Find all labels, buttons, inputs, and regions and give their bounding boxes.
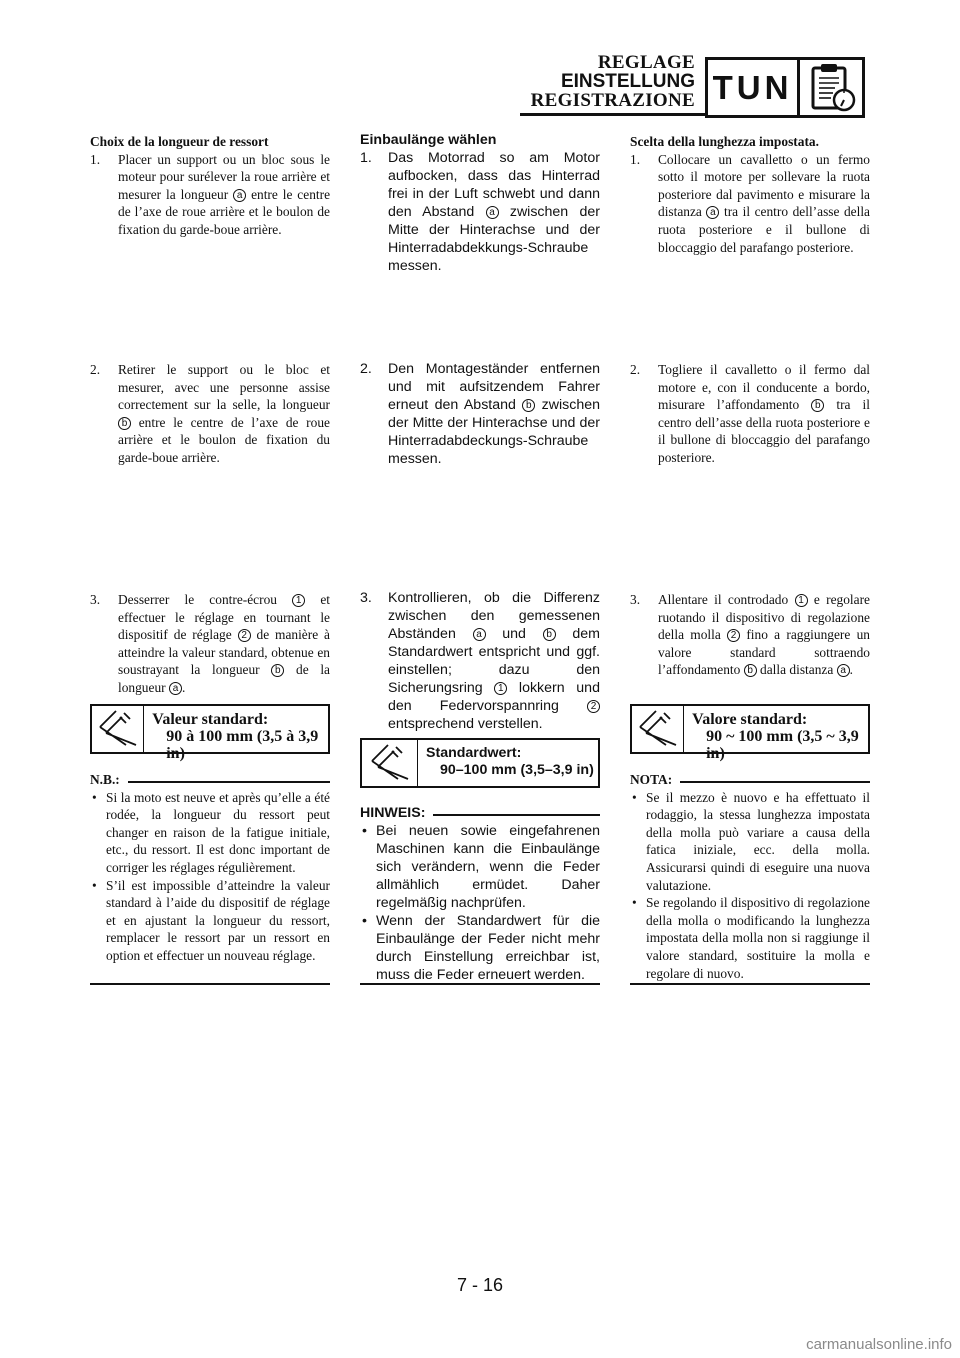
- spec-label: Standardwert:: [426, 745, 522, 761]
- note-bullet-1: • Bei neuen sowie eingefahrenen Maschinen kann die Einbaulänge sich verändern, wenn die Feder allmählich ermüdet. Daher regelmäßig nachprüfen.: [362, 823, 600, 911]
- callout-a: a: [837, 664, 850, 677]
- german-note: [360, 804, 600, 984]
- step-2: 2. Togliere il cavalletto o il fermo dal motore e, con il conducente a bordo, misurare l’affondamento b tra il centro dell’asse della ruota posteriore e il bullone di bloccaggio del parafango posteriore.: [630, 362, 870, 465]
- note-bullet-1: • Se il mezzo è nuovo e ha effettuato il rodaggio, la stessa lunghezza impostata della molla può variare a causa della fatica iniziale, ecc. della molla. Assicurarsi quindi di eseguire una nuova valutazione.: [632, 789, 870, 893]
- callout-b: b: [522, 399, 535, 412]
- note-end-rule: [630, 983, 870, 985]
- note-end-rule: [360, 983, 600, 985]
- french-note: [90, 771, 330, 965]
- callout-1: 1: [795, 594, 808, 607]
- italian-column: [630, 133, 870, 256]
- german-step-3: [360, 589, 600, 733]
- watermark: carmanualsonline.info: [806, 1336, 952, 1353]
- note-heading: N.B.:: [90, 771, 330, 789]
- callout-2: 2: [238, 629, 251, 642]
- spec-value: 90 à 100 mm (3,5 à 3,9 in): [166, 728, 319, 762]
- step-2: 2. Den Montageständer entfernen und mit aufsitzendem Fahrer erneut den Abstand b zwischen der Mitte der Hinterachse und der Hinterradabdeckungs-Schraube messen.: [360, 361, 601, 467]
- step-1: 1. Collocare un cavalletto o un fermo sotto il motore per sollevare la ruota posteriore dal pavimento e misurare la distanza a tra il centro dell’asse della ruota posteriore e il bullone di bloccaggio del parafango posteriore.: [630, 151, 870, 255]
- section-heading: Einbaulänge wählen: [360, 132, 497, 148]
- section-badge: [705, 57, 865, 118]
- german-step-2: [360, 360, 600, 468]
- step-3: 3. Desserrer le contre-écrou 1 et effectuer le réglage en tournant le dispositif de réglage 2 de manière à atteindre la valeur standard, obtenue en soustrayant la longueur b de la longueur a .: [90, 592, 330, 695]
- note-bullet-2: • S’il est impossible d’atteindre la valeur standard à l’aide du dispositif de réglage et en ajustant la longueur du ressort, remplacer le ressort par un ressort en option et effectuer un nouveau réglage.: [92, 877, 330, 963]
- spec-label: Valore standard:: [692, 711, 808, 728]
- header-title-fr: REGLAGE: [597, 52, 695, 73]
- french-step-3: [90, 591, 330, 697]
- callout-b: b: [271, 664, 284, 677]
- spec-value: 90 ~ 100 mm (3,5 ~ 3,9 in): [706, 728, 859, 762]
- french-column: [90, 133, 330, 239]
- step-3: 3. Kontrollieren, ob die Differenz zwischen den gemessenen Abständen a und b dem Standardwert entspricht und ggf. einstellen; dazu den Sicherungsring 1 lokkern und den Federvorspannring 2 entsprechend verstellen.: [360, 590, 600, 732]
- callout-b: b: [811, 399, 824, 412]
- italian-step-3: [630, 591, 870, 679]
- french-step-2: [90, 361, 330, 467]
- callout-a: a: [169, 682, 182, 695]
- page-header-titles: [531, 53, 695, 110]
- caliper-icon: [632, 706, 684, 752]
- spec-box-it: [630, 704, 870, 762]
- callout-b: b: [118, 417, 131, 430]
- callout-a: a: [486, 206, 499, 219]
- section-heading: Scelta della lunghezza impostata.: [630, 134, 819, 149]
- callout-a: a: [473, 628, 486, 641]
- spec-box-de: [360, 738, 600, 788]
- italian-step-2: [630, 361, 870, 467]
- german-column: [360, 131, 600, 275]
- note-bullet-1: • Si la moto est neuve et après qu’elle a été rodée, la longueur du ressort peut changer en raison de la fatigue initiale, etc., du ressort. Il est donc important de corriger les réglages régulièrement.: [92, 789, 330, 875]
- callout-2: 2: [587, 700, 600, 713]
- spec-value: 90–100 mm (3,5–3,9 in): [440, 762, 594, 778]
- note-end-rule: [90, 983, 330, 985]
- note-bullet-2: • Wenn der Standardwert für die Einbaulänge der Feder nicht mehr durch Einstellung erreichbar ist, muss die Feder erneuert werden.: [362, 913, 600, 983]
- header-title-it: REGISTRAZIONE: [530, 90, 695, 111]
- note-heading: HINWEIS:: [360, 804, 600, 822]
- italian-note: [630, 771, 870, 982]
- callout-1: 1: [292, 594, 305, 607]
- header-title-de: EINSTELLUNG: [560, 71, 695, 92]
- section-heading: Choix de la longueur de ressort: [90, 134, 269, 149]
- note-heading: NOTA:: [630, 771, 870, 789]
- step-1: 1. Placer un support ou un bloc sous le moteur pour surélever la roue arrière et mesurer la longueur a entre le centre de l’axe de roue arrière et le boulon de fixation du garde-boue arrière.: [90, 151, 331, 237]
- caliper-icon: [92, 706, 144, 752]
- callout-b: b: [744, 664, 757, 677]
- spec-box-fr: [90, 704, 330, 762]
- callout-b: b: [543, 628, 556, 641]
- header-rule: [520, 113, 705, 116]
- clipboard-gauge-icon: [800, 60, 862, 115]
- callout-a: a: [233, 189, 246, 202]
- page-number: 7 - 16: [456, 1275, 504, 1295]
- caliper-icon: [362, 740, 418, 786]
- section-code: TUN: [708, 60, 800, 115]
- callout-1: 1: [494, 682, 507, 695]
- step-2: 2. Retirer le support ou le bloc et mesurer, avec une personne assise correctement sur la selle, la longueur b entre le centre de l’axe de roue arrière et le boulon de fixation du garde-boue arrière.: [90, 362, 330, 465]
- callout-a: a: [706, 206, 719, 219]
- callout-2: 2: [727, 629, 740, 642]
- step-1: 1. Das Motorrad so am Motor aufbocken, dass das Hinterrad frei in der Luft schwebt und dann den Abstand a zwischen der Mitte der Hinterachse und der Hinterradabdekkungs-Schraube messen.: [360, 150, 600, 274]
- step-3: 3. Allentare il controdado 1 e regolare ruotando il dispositivo di regolazione della molla 2 fino a raggiungere un valore standard sottraendo l’affondamento b dalla distanza a .: [630, 592, 870, 678]
- spec-label: Valeur standard:: [152, 711, 269, 728]
- note-bullet-2: • Se regolando il dispositivo di regolazione della molla o modificando la lunghezza impostata della molla non si raggiunge il valore standard, sostituire la molla e regolare di nuovo.: [632, 895, 870, 981]
